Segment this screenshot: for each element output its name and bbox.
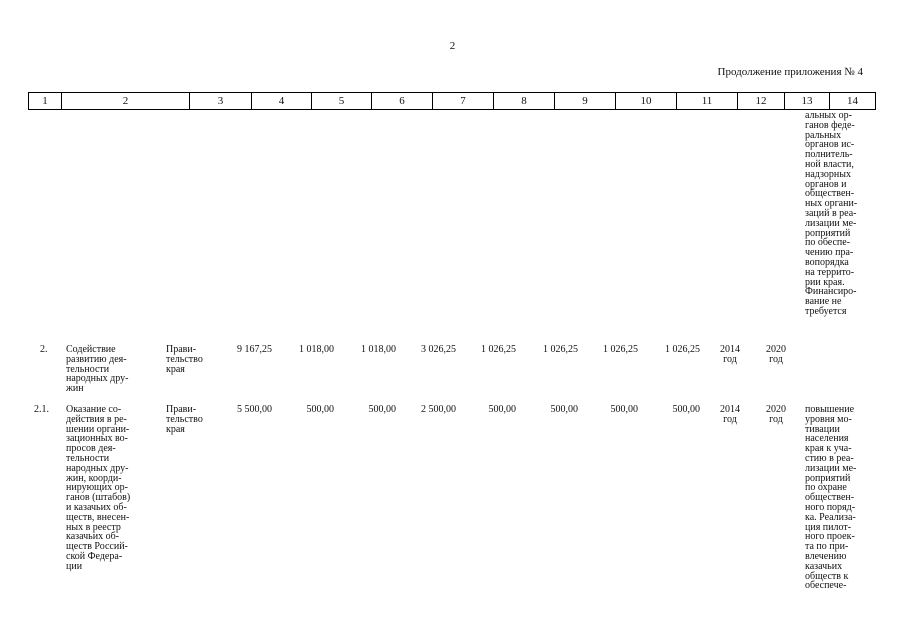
row-total: 5 500,00 xyxy=(237,404,272,415)
row-2014: 500,00 xyxy=(306,404,334,415)
row-end-year: 2020 год xyxy=(766,404,786,425)
row-number: 2. xyxy=(40,344,48,355)
column-header-8: 8 xyxy=(493,93,554,109)
page-number: 2 xyxy=(449,40,456,52)
column-header-2: 2 xyxy=(61,93,189,109)
column-header-9: 9 xyxy=(554,93,615,109)
column-header-3: 3 xyxy=(189,93,251,109)
row-2020: 1 026,25 xyxy=(665,344,700,355)
table-header-row xyxy=(28,92,876,110)
row-2014: 1 018,00 xyxy=(299,344,334,355)
row-name: Оказание со- действия в ре- шении органи- зационных во- просов дея- тельности народных дру- жин, коорди- нирующих ор- ганов (штабов) и казачьих об- ществ, внесен- ных в реестр казачьих об- ществ Россий- ской Федера- ции xyxy=(66,404,131,572)
column-header-10: 10 xyxy=(615,93,676,109)
row-executor: Прави- тельство края xyxy=(166,344,203,375)
row-2018: 500,00 xyxy=(550,404,578,415)
column-header-14: 14 xyxy=(829,93,875,109)
row-name: Содействие развитию дея- тельности народных дру- жин xyxy=(66,344,129,395)
row-total: 9 167,25 xyxy=(237,344,272,355)
row-start-year: 2014 год xyxy=(720,404,740,425)
row-2016: 2 500,00 xyxy=(421,404,456,415)
row-2019: 500,00 xyxy=(610,404,638,415)
row-result: повышение уровня мо- тивации населения края к уча- стию в реа- лизации ме- роприятий по охране обществен- ного поряд- ка. Реализа- ция пилот- ного проек- та по при- влечению казачьих обществ к обеспече- xyxy=(805,404,857,592)
column-header-1: 1 xyxy=(42,95,48,107)
column-header-11: 11 xyxy=(676,93,737,109)
continued-result-text: альных ор- ганов феде- ральных органов ис- полнитель- ной власти, надзорных органов и обществен- ных органи- заций в реа- лизации ме- роприятий по обеспе- чению пра- вопорядка на террито- рии края. Финансиро- вание не требуется xyxy=(805,110,858,317)
row-end-year: 2020 год xyxy=(766,344,786,365)
row-executor: Прави- тельство края xyxy=(166,404,203,435)
row-2017: 500,00 xyxy=(488,404,516,415)
row-start-year: 2014 год xyxy=(720,344,740,365)
row-2015: 500,00 xyxy=(368,404,396,415)
column-header-4: 4 xyxy=(251,93,311,109)
column-header-5: 5 xyxy=(311,93,371,109)
column-header-12: 12 xyxy=(737,93,784,109)
row-2020: 500,00 xyxy=(672,404,700,415)
row-2015: 1 018,00 xyxy=(361,344,396,355)
column-header-6: 6 xyxy=(371,93,432,109)
row-2017: 1 026,25 xyxy=(481,344,516,355)
row-2019: 1 026,25 xyxy=(603,344,638,355)
continuation-label: Продолжение приложения № 4 xyxy=(717,66,863,78)
column-header-13: 13 xyxy=(784,93,829,109)
row-number: 2.1. xyxy=(34,404,49,415)
row-2016: 3 026,25 xyxy=(421,344,456,355)
row-2018: 1 026,25 xyxy=(543,344,578,355)
column-header-7: 7 xyxy=(432,93,493,109)
